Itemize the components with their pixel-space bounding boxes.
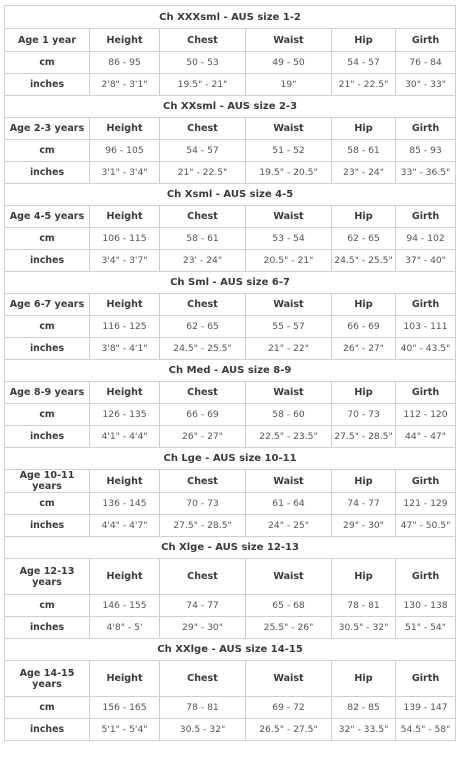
header-row	[5, 661, 456, 697]
section-title: Ch Xsml - AUS size 4-5	[5, 184, 456, 206]
section-title-row	[5, 360, 456, 382]
row-label-cm: cm	[5, 595, 90, 617]
chest-cm-value: 78 - 81	[160, 697, 246, 719]
size-chart	[4, 5, 455, 741]
column-header-waist: Waist	[246, 29, 332, 52]
chest-inches-value: 24.5" - 25.5"	[160, 338, 246, 360]
girth-cm-value: 139 - 147	[396, 697, 456, 719]
row-label-cm: cm	[5, 404, 90, 426]
column-header-girth: Girth	[396, 294, 456, 316]
column-header-waist: Waist	[246, 470, 332, 493]
age-label: Age 10-11 years	[5, 470, 90, 493]
waist-cm-value: 58 - 60	[246, 404, 332, 426]
header-row	[5, 470, 456, 493]
height-inches-value: 3'8" - 4'1"	[90, 338, 160, 360]
chest-inches-value: 27.5" - 28.5"	[160, 515, 246, 537]
row-label-cm: cm	[5, 52, 90, 74]
row-label-inches: inches	[5, 338, 90, 360]
column-header-hip: Hip	[332, 206, 396, 228]
waist-inches-value: 20.5" - 21"	[246, 250, 332, 272]
hip-inches-value: 29" - 30"	[332, 515, 396, 537]
hip-cm-value: 62 - 65	[332, 228, 396, 250]
column-header-chest: Chest	[160, 294, 246, 316]
column-header-waist: Waist	[246, 118, 332, 140]
hip-inches-value: 32" - 33.5"	[332, 719, 396, 741]
waist-cm-value: 61 - 64	[246, 493, 332, 515]
girth-inches-value: 30" - 33"	[396, 74, 456, 96]
section-title-row	[5, 448, 456, 470]
hip-cm-value: 74 - 77	[332, 493, 396, 515]
age-label: Age 14-15 years	[5, 661, 90, 697]
waist-inches-value: 19"	[246, 74, 332, 96]
section-title-row	[5, 537, 456, 559]
height-cm-value: 126 - 135	[90, 404, 160, 426]
chest-inches-value: 30.5 - 32"	[160, 719, 246, 741]
chest-cm-value: 50 - 53	[160, 52, 246, 74]
column-header-hip: Hip	[332, 559, 396, 595]
row-label-cm: cm	[5, 316, 90, 338]
table-row-cm	[5, 595, 456, 617]
height-inches-value: 2'8" - 3'1"	[90, 74, 160, 96]
row-label-inches: inches	[5, 250, 90, 272]
girth-inches-value: 44" - 47"	[396, 426, 456, 448]
chest-cm-value: 62 - 65	[160, 316, 246, 338]
chest-cm-value: 66 - 69	[160, 404, 246, 426]
chest-cm-value: 70 - 73	[160, 493, 246, 515]
girth-inches-value: 47" - 50.5"	[396, 515, 456, 537]
section-title: Ch Lge - AUS size 10-11	[5, 448, 456, 470]
column-header-chest: Chest	[160, 661, 246, 697]
waist-cm-value: 55 - 57	[246, 316, 332, 338]
header-row	[5, 29, 456, 52]
girth-cm-value: 94 - 102	[396, 228, 456, 250]
row-label-cm: cm	[5, 140, 90, 162]
column-header-height: Height	[90, 382, 160, 404]
column-header-hip: Hip	[332, 29, 396, 52]
row-label-inches: inches	[5, 162, 90, 184]
column-header-girth: Girth	[396, 382, 456, 404]
hip-cm-value: 54 - 57	[332, 52, 396, 74]
column-header-hip: Hip	[332, 470, 396, 493]
column-header-height: Height	[90, 118, 160, 140]
hip-inches-value: 27.5" - 28.5"	[332, 426, 396, 448]
column-header-waist: Waist	[246, 206, 332, 228]
section-title-row	[5, 639, 456, 661]
girth-inches-value: 37" - 40"	[396, 250, 456, 272]
hip-cm-value: 58 - 61	[332, 140, 396, 162]
height-cm-value: 146 - 155	[90, 595, 160, 617]
girth-inches-value: 40" - 43.5"	[396, 338, 456, 360]
hip-inches-value: 23" - 24"	[332, 162, 396, 184]
section-title-row	[5, 96, 456, 118]
height-cm-value: 156 - 165	[90, 697, 160, 719]
table-row-inches	[5, 515, 456, 537]
hip-inches-value: 21" - 22.5"	[332, 74, 396, 96]
table-row-inches	[5, 162, 456, 184]
girth-cm-value: 121 - 129	[396, 493, 456, 515]
row-label-cm: cm	[5, 493, 90, 515]
column-header-girth: Girth	[396, 118, 456, 140]
girth-inches-value: 51" - 54"	[396, 617, 456, 639]
waist-cm-value: 53 - 54	[246, 228, 332, 250]
column-header-chest: Chest	[160, 559, 246, 595]
age-label: Age 1 year	[5, 29, 90, 52]
row-label-inches: inches	[5, 74, 90, 96]
waist-inches-value: 26.5" - 27.5"	[246, 719, 332, 741]
hip-inches-value: 30.5" - 32"	[332, 617, 396, 639]
waist-cm-value: 69 - 72	[246, 697, 332, 719]
size-chart-table	[4, 5, 456, 741]
height-inches-value: 3'4" - 3'7"	[90, 250, 160, 272]
age-label: Age 2-3 years	[5, 118, 90, 140]
waist-inches-value: 24" - 25"	[246, 515, 332, 537]
hip-cm-value: 66 - 69	[332, 316, 396, 338]
column-header-chest: Chest	[160, 118, 246, 140]
column-header-chest: Chest	[160, 29, 246, 52]
age-label: Age 6-7 years	[5, 294, 90, 316]
waist-cm-value: 65 - 68	[246, 595, 332, 617]
girth-cm-value: 130 - 138	[396, 595, 456, 617]
column-header-height: Height	[90, 559, 160, 595]
height-inches-value: 4'8" - 5'	[90, 617, 160, 639]
row-label-cm: cm	[5, 697, 90, 719]
table-row-inches	[5, 250, 456, 272]
height-cm-value: 136 - 145	[90, 493, 160, 515]
table-row-inches	[5, 74, 456, 96]
hip-cm-value: 78 - 81	[332, 595, 396, 617]
section-title: Ch XXlge - AUS size 14-15	[5, 639, 456, 661]
chest-inches-value: 19.5" - 21"	[160, 74, 246, 96]
table-row-cm	[5, 316, 456, 338]
column-header-girth: Girth	[396, 29, 456, 52]
column-header-girth: Girth	[396, 559, 456, 595]
row-label-cm: cm	[5, 228, 90, 250]
table-row-cm	[5, 52, 456, 74]
girth-inches-value: 33" - 36.5"	[396, 162, 456, 184]
waist-inches-value: 21" - 22"	[246, 338, 332, 360]
table-row-inches	[5, 719, 456, 741]
chest-inches-value: 26" - 27"	[160, 426, 246, 448]
height-inches-value: 4'4" - 4'7"	[90, 515, 160, 537]
column-header-hip: Hip	[332, 661, 396, 697]
girth-cm-value: 103 - 111	[396, 316, 456, 338]
height-cm-value: 96 - 105	[90, 140, 160, 162]
column-header-height: Height	[90, 294, 160, 316]
table-row-cm	[5, 228, 456, 250]
section-title: Ch Xlge - AUS size 12-13	[5, 537, 456, 559]
column-header-girth: Girth	[396, 206, 456, 228]
chest-cm-value: 58 - 61	[160, 228, 246, 250]
hip-inches-value: 26" - 27"	[332, 338, 396, 360]
age-label: Age 4-5 years	[5, 206, 90, 228]
section-title-row	[5, 272, 456, 294]
column-header-waist: Waist	[246, 559, 332, 595]
chest-inches-value: 23' - 24"	[160, 250, 246, 272]
height-cm-value: 106 - 115	[90, 228, 160, 250]
girth-cm-value: 112 - 120	[396, 404, 456, 426]
height-inches-value: 3'1" - 3'4"	[90, 162, 160, 184]
waist-inches-value: 25.5" - 26"	[246, 617, 332, 639]
chest-cm-value: 74 - 77	[160, 595, 246, 617]
height-cm-value: 86 - 95	[90, 52, 160, 74]
header-row	[5, 118, 456, 140]
row-label-inches: inches	[5, 617, 90, 639]
column-header-chest: Chest	[160, 470, 246, 493]
hip-cm-value: 82 - 85	[332, 697, 396, 719]
row-label-inches: inches	[5, 719, 90, 741]
table-row-inches	[5, 338, 456, 360]
girth-cm-value: 76 - 84	[396, 52, 456, 74]
column-header-girth: Girth	[396, 661, 456, 697]
header-row	[5, 206, 456, 228]
header-row	[5, 294, 456, 316]
table-row-cm	[5, 493, 456, 515]
waist-cm-value: 51 - 52	[246, 140, 332, 162]
section-title: Ch XXXsml - AUS size 1-2	[5, 6, 456, 29]
age-label: Age 12-13 years	[5, 559, 90, 595]
height-inches-value: 4'1" - 4'4"	[90, 426, 160, 448]
hip-inches-value: 24.5" - 25.5"	[332, 250, 396, 272]
section-title-row	[5, 6, 456, 29]
girth-cm-value: 85 - 93	[396, 140, 456, 162]
waist-cm-value: 49 - 50	[246, 52, 332, 74]
row-label-inches: inches	[5, 426, 90, 448]
column-header-hip: Hip	[332, 118, 396, 140]
height-cm-value: 116 - 125	[90, 316, 160, 338]
column-header-waist: Waist	[246, 294, 332, 316]
row-label-inches: inches	[5, 515, 90, 537]
column-header-girth: Girth	[396, 470, 456, 493]
section-title: Ch Sml - AUS size 6-7	[5, 272, 456, 294]
column-header-chest: Chest	[160, 382, 246, 404]
column-header-hip: Hip	[332, 294, 396, 316]
table-row-inches	[5, 426, 456, 448]
column-header-waist: Waist	[246, 661, 332, 697]
header-row	[5, 382, 456, 404]
column-header-height: Height	[90, 206, 160, 228]
table-row-cm	[5, 404, 456, 426]
table-row-inches	[5, 617, 456, 639]
chest-inches-value: 29" - 30"	[160, 617, 246, 639]
chest-inches-value: 21" - 22.5"	[160, 162, 246, 184]
header-row	[5, 559, 456, 595]
waist-inches-value: 19.5" - 20.5"	[246, 162, 332, 184]
column-header-chest: Chest	[160, 206, 246, 228]
column-header-height: Height	[90, 470, 160, 493]
section-title: Ch XXsml - AUS size 2-3	[5, 96, 456, 118]
height-inches-value: 5'1" - 5'4"	[90, 719, 160, 741]
chest-cm-value: 54 - 57	[160, 140, 246, 162]
age-label: Age 8-9 years	[5, 382, 90, 404]
section-title-row	[5, 184, 456, 206]
table-row-cm	[5, 697, 456, 719]
column-header-height: Height	[90, 29, 160, 52]
hip-cm-value: 70 - 73	[332, 404, 396, 426]
column-header-waist: Waist	[246, 382, 332, 404]
waist-inches-value: 22.5" - 23.5"	[246, 426, 332, 448]
section-title: Ch Med - AUS size 8-9	[5, 360, 456, 382]
table-row-cm	[5, 140, 456, 162]
girth-inches-value: 54.5" - 58"	[396, 719, 456, 741]
column-header-hip: Hip	[332, 382, 396, 404]
column-header-height: Height	[90, 661, 160, 697]
